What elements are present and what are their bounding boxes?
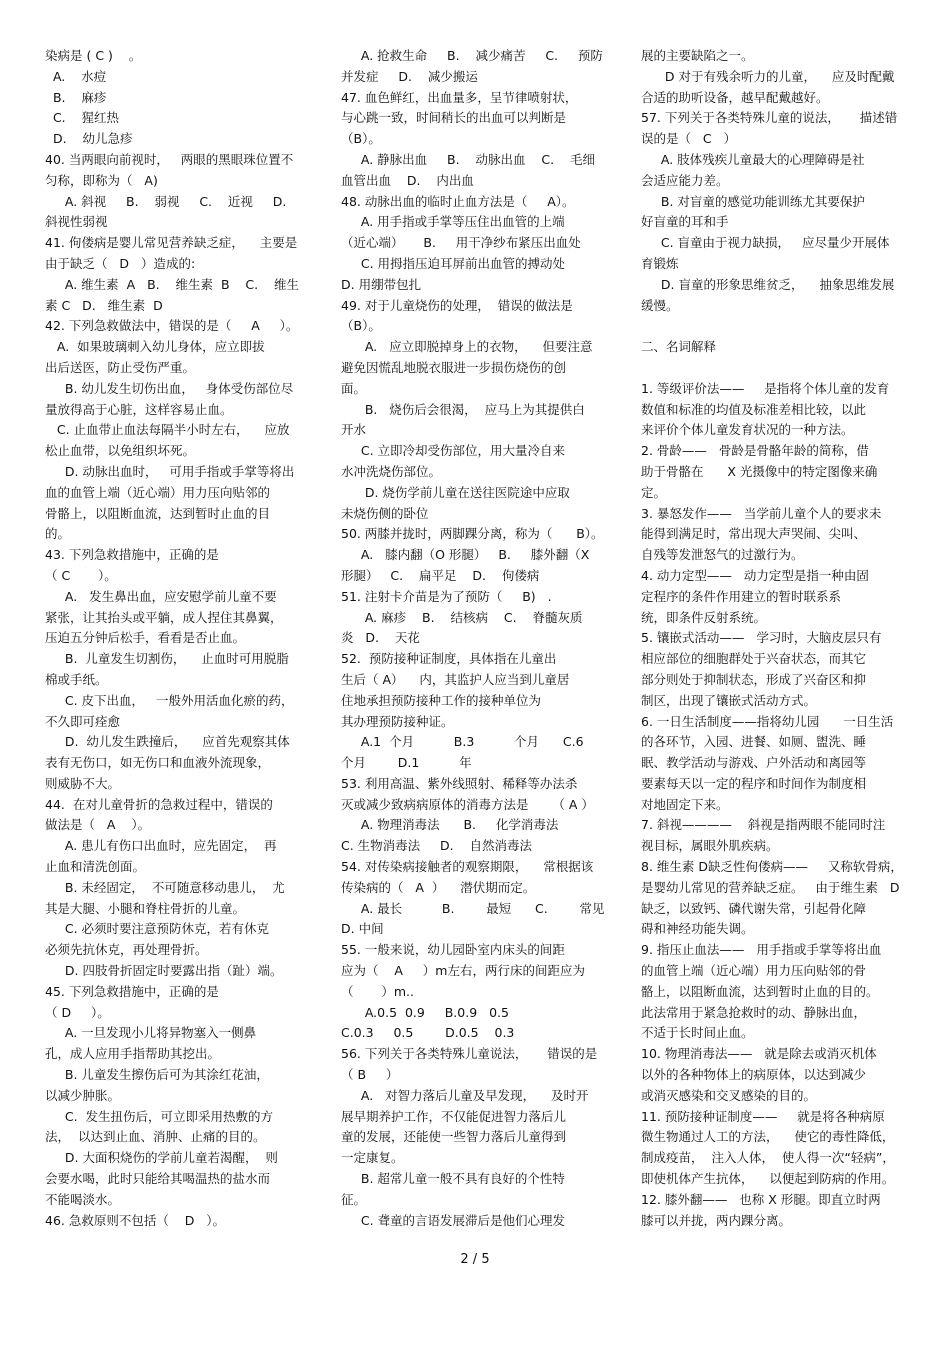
text-line: A. 用手指或手掌等压住出血管的上端 <box>341 214 565 230</box>
text-line: 面。 <box>341 380 367 396</box>
text-line: 会要水喝，此时只能给其喝温热的盐水而 <box>45 1171 271 1187</box>
text-line: 则威胁不大。 <box>45 775 121 791</box>
text-line: A.0.5 0.9 B.0.9 0.5 <box>341 1004 509 1020</box>
text-line: 3. 暴怒发作—— 当学前儿童个人的要求未 <box>641 505 882 521</box>
text-line: 传染病的（ A ） 潜伏期而定。 <box>341 879 536 895</box>
text-line: （ D ）。 <box>45 1004 110 1020</box>
text-line: B. 烧伤后会很渴， 应马上为其提供白 <box>341 401 585 417</box>
text-line: 45. 下列急救措施中，正确的是 <box>45 983 219 999</box>
text-line <box>641 316 909 337</box>
text-line: 微生物通过人工的方法， 使它的毒性降低， <box>641 1129 895 1145</box>
text-line: 由于缺乏（ D ）造成的: <box>45 255 196 271</box>
text-line: D. 幼儿发生跌撞后， 应首先观察其体 <box>45 734 290 750</box>
text-line: 开水 <box>341 422 367 438</box>
text-line: 匀称，即称为（ A) <box>45 172 158 188</box>
text-line: 生后（ A） 内，其监护人应当到儿童居 <box>341 671 570 687</box>
text-line: 此法常用于紧急抢救时的动、静脉出血， <box>641 1004 867 1020</box>
text-line: 骨骼上，以阻断血流，达到暂时止血的目 <box>45 505 271 521</box>
text-line: 8. 维生素 D缺乏性佝偻病—— 又称软骨病， <box>641 859 903 875</box>
text-line: 10. 物理消毒法—— 就是除去或消灭机体 <box>641 1046 877 1062</box>
text-line: 视目标，属眼外肌疾病。 <box>641 838 779 854</box>
text-line: D 对于有残余听力的儿童， 应及时配戴 <box>641 68 895 84</box>
text-line: A. 最长 B. 最短 C. 常见 <box>341 900 605 916</box>
text-line: C. 发生扭伤后，可立即采用热敷的方 <box>45 1108 274 1124</box>
text-line: 合适的助听设备，越早配戴越好。 <box>641 89 829 105</box>
text-line: B. 未经固定， 不可随意移动患儿， 尤 <box>45 879 285 895</box>
text-line: 不适于长时间止血。 <box>641 1025 754 1041</box>
text-column-left <box>45 46 313 1231</box>
text-line: 眠、教学活动与游戏、户外活动和离园等 <box>641 755 867 771</box>
text-line: B. 儿童发生切割伤， 止血时可用脱脂 <box>45 651 289 667</box>
text-line: 57. 下列关于各类特殊儿童的说法， 描述错 <box>641 110 898 126</box>
text-line: 相应部位的细胞群处于兴奋状态，而其它 <box>641 651 867 667</box>
text-line: A. 斜视 B. 弱视 C. 近视 D. <box>45 193 287 209</box>
text-line: D. 烧伤学前儿童在送往医院途中应取 <box>341 484 570 500</box>
text-line: 定。 <box>641 484 667 500</box>
text-line: A. 麻疹 B. 结核病 C. 脊髓灰质 <box>341 609 583 625</box>
text-line: 51. 注射卡介苗是为了预防（ B) . <box>341 588 552 604</box>
text-line: B. 对盲童的感觉功能训练尤其要保护 <box>641 193 865 209</box>
text-line: 其办理预防接种证。 <box>341 713 454 729</box>
text-line: 法， 以达到止血、消肿、止痛的目的。 <box>45 1129 266 1145</box>
text-line: A. 抢救生命 B. 减少痛苦 C. 预防 <box>341 48 603 63</box>
text-line: 以减少肿胀。 <box>45 1087 121 1103</box>
text-line: 9. 指压止血法—— 用手指或手掌等将出血 <box>641 942 882 958</box>
text-line: 12. 膝外翻—— 也称 X 形腿。即直立时两 <box>641 1191 881 1207</box>
text-line: 49. 对于儿童烧伤的处理， 错误的做法是 <box>341 297 573 313</box>
text-line: 能得到满足时，常出现大声哭闹、尖叫、 <box>641 526 867 542</box>
text-line: 1. 等级评价法—— 是指将个体儿童的发育 <box>641 380 890 396</box>
text-line: 不能喝淡水。 <box>45 1191 121 1207</box>
text-line: （ C ）。 <box>45 567 117 583</box>
text-line: D. 中间 <box>341 921 384 937</box>
text-line: 的血管上端（近心端）用力压向贴邻的骨 <box>641 963 867 979</box>
text-line: B. 幼儿发生切伤出血， 身体受伤部位尽 <box>45 380 294 396</box>
text-line: （B）。 <box>341 318 381 334</box>
text-line: 展的主要缺陷之一。 <box>641 48 754 63</box>
text-line: 是婴幼儿常见的营养缺乏症。 由于维生素 D <box>641 879 900 895</box>
text-line: （近心端） B. 用干净纱布紧压出血处 <box>341 235 581 251</box>
text-line: A. 静脉出血 B. 动脉出血 C. 毛细 <box>341 151 595 167</box>
text-line: C. 止血带止血法每隔半小时左右， 应放 <box>45 422 290 438</box>
text-line: 6. 一日生活制度——指将幼儿园 一日生活 <box>641 713 894 729</box>
text-line: 育锻炼 <box>641 255 679 271</box>
text-line: 50. 两膝并拢时，两脚踝分离，称为（ B）。 <box>341 526 604 542</box>
text-line: C. 盲童由于视力缺损， 应尽量少开展体 <box>641 235 890 251</box>
text-line: A. 维生素 A B. 维生素 B C. 维生 <box>45 276 300 292</box>
text-line: 的各环节，入园、进餐、如厕、盥洗、睡 <box>641 734 867 750</box>
text-line: 避免因慌乱地脱衣服进一步损伤烧伤的创 <box>341 359 567 375</box>
text-line: 2. 骨龄—— 骨龄是骨骼年龄的简称，借 <box>641 443 869 459</box>
text-line: 骼上，以阻断血流，达到暂时止血的目的。 <box>641 983 879 999</box>
text-line: A. 患儿有伤口出血时，应先固定， 再 <box>45 838 277 854</box>
text-line: 要素每天以一定的程序和时间作为制度相 <box>641 775 867 791</box>
text-line: 56. 下列关于各类特殊儿童说法， 错误的是 <box>341 1046 598 1062</box>
text-line: 一定康复。 <box>341 1150 404 1166</box>
text-line: 做法是（ A ）。 <box>45 817 151 833</box>
text-line: 压迫五分钟后松手，看看是否止血。 <box>45 630 246 646</box>
text-line: 40. 当两眼向前视时， 两眼的黑眼珠位置不 <box>45 151 294 167</box>
text-line: C. 用拇指压迫耳屏前出血管的搏动处 <box>341 255 566 271</box>
text-line: C. 生物消毒法 D. 自然消毒法 <box>341 838 533 854</box>
text-column-middle <box>341 46 609 1231</box>
text-line: 会适应能力差。 <box>641 172 729 188</box>
text-line: 碍和神经功能失调。 <box>641 921 754 937</box>
text-line: 并发症 D. 减少搬运 <box>341 68 478 84</box>
text-line: 助于骨骼在 X 光摄像中的特定图像来确 <box>641 463 878 479</box>
text-line: 个月 D.1 年 <box>341 755 472 771</box>
text-line <box>641 358 909 379</box>
text-line: 炎 D. 天花 <box>341 630 420 646</box>
text-line: D. 幼儿急疹 <box>45 131 133 147</box>
text-line: A.1 个月 B.3 个月 C.6 <box>341 734 584 750</box>
text-line: 53. 利用高温、紫外线照射、稀释等办法杀 <box>341 775 578 791</box>
text-line: A. 肢体残疾儿童最大的心理障碍是社 <box>641 151 865 167</box>
text-line: 54. 对传染病接触者的观察期限， 常根据该 <box>341 859 594 875</box>
text-line: 出后送医，防止受伤严重。 <box>45 359 196 375</box>
text-line: 止血和清洗创面。 <box>45 859 146 875</box>
text-line: 血的血管上端（近心端）用力压向贴邻的 <box>45 484 271 500</box>
text-line: 误的是（ C ） <box>641 131 737 147</box>
text-line: 素 C D. 维生素 D <box>45 297 163 313</box>
text-line: 紧张，让其抬头或平躺，成人捏住其鼻翼， <box>45 609 283 625</box>
text-line: B. 儿童发生擦伤后可为其涂红花油， <box>45 1067 269 1083</box>
text-line: C. 立即冷却受伤部位，用大量冷自来 <box>341 443 566 459</box>
text-line: 或消灭感染和交叉感染的目的。 <box>641 1087 817 1103</box>
text-line: 制区，出现了镶嵌式活动方式。 <box>641 692 817 708</box>
text-line: 必须先抗休克，再处理骨折。 <box>45 942 208 958</box>
text-line: 征。 <box>341 1191 367 1207</box>
text-line: C. 必须时要注意预防休克，若有休克 <box>45 921 270 937</box>
text-line: 膝可以并拢，两内踝分离。 <box>641 1212 792 1228</box>
text-line: D. 盲童的形象思维贫乏， 抽象思维发展 <box>641 276 895 292</box>
text-line: 即使机体产生抗体， 以便起到防病的作用。 <box>641 1171 895 1187</box>
text-line: 47. 血色鲜红，出血量多，呈节律喷射状， <box>341 89 578 105</box>
text-line: 松止血带，以免组织坏死。 <box>45 443 196 459</box>
text-line: 来评价个体儿童发育状况的一种方法。 <box>641 422 854 438</box>
text-line: B. 麻疹 <box>45 89 107 105</box>
text-line: （ B ） <box>341 1067 399 1083</box>
text-line: 43. 下列急救措施中，正确的是 <box>45 547 219 563</box>
text-line: A. 如果玻璃刺入幼儿身体，应立即拔 <box>45 339 265 355</box>
text-line: 41. 佝偻病是婴儿常见营养缺乏症， 主要是 <box>45 235 298 251</box>
text-line: A. 一旦发现小儿将异物塞入一侧鼻 <box>45 1025 257 1041</box>
text-line: 童的发展，还能使一些智力落后儿童得到 <box>341 1129 567 1145</box>
text-line: D. 用绷带包扎 <box>341 276 422 292</box>
text-line: 数值和标准的均值及标准差相比较，以此 <box>641 401 867 417</box>
text-line: 血管出血 D. 内出血 <box>341 172 474 188</box>
text-line: 对地固定下来。 <box>641 796 729 812</box>
text-line: 棉或手纸。 <box>45 671 108 687</box>
text-line: 7. 斜视———— 斜视是指两眼不能同时注 <box>641 817 886 833</box>
text-line: 缓慢。 <box>641 297 679 313</box>
text-line: C. 聋童的言语发展滞后是他们心理发 <box>341 1212 566 1228</box>
text-line: 44. 在对儿童骨折的急救过程中，错误的 <box>45 796 273 812</box>
text-line: 自残等发泄怒气的过激行为。 <box>641 547 804 563</box>
text-line: 好盲童的耳和手 <box>641 214 729 230</box>
text-line: A. 应立即脱掉身上的衣物， 但要注意 <box>341 339 593 355</box>
text-line: A. 水痘 <box>45 68 107 84</box>
text-line: 以外的各种物体上的病原体，以达到减少 <box>641 1067 867 1083</box>
text-line: 其是大腿、小腿和脊柱骨折的儿童。 <box>45 900 246 916</box>
text-line: 统，即条件反射系统。 <box>641 609 767 625</box>
text-line: B. 超常儿童一般不具有良好的个性特 <box>341 1171 565 1187</box>
text-line: （ ）m.. <box>341 983 414 999</box>
text-line: C. 皮下出血， 一般外用活血化瘀的药， <box>45 692 294 708</box>
text-line: 4. 动力定型—— 动力定型是指一种由固 <box>641 567 869 583</box>
text-line: 表有无伤口，如无伤口和血液外流现象， <box>45 755 271 771</box>
text-line: 42. 下列急救做法中，错误的是（ A ）。 <box>45 318 299 334</box>
text-line: 5. 镶嵌式活动—— 学习时，大脑皮层只有 <box>641 630 882 646</box>
text-line: D. 四肢骨折固定时要露出指（趾）端。 <box>45 963 283 979</box>
text-line: 52. 预防接种证制度，具体指在儿童出 <box>341 651 557 667</box>
text-line: 的。 <box>45 526 71 542</box>
text-line: 55. 一般来说，幼儿园卧室内床头的间距 <box>341 942 565 958</box>
text-line: 缺乏，以致钙、磷代谢失常，引起骨化障 <box>641 900 867 916</box>
text-line: 水冲洗烧伤部位。 <box>341 463 442 479</box>
text-line: A. 对智力落后儿童及早发现， 及时开 <box>341 1087 589 1103</box>
text-line: 未烧伤侧的卧位 <box>341 505 429 521</box>
text-column-right <box>641 46 909 1231</box>
text-line: 染病是 ( C ) 。 <box>45 48 142 63</box>
text-line: 定程序的条件作用建立的暂时联系系 <box>641 588 842 604</box>
text-line: 与心跳一致，时间稍长的出血可以判断是 <box>341 110 567 126</box>
text-line: 量放得高于心脏，这样容易止血。 <box>45 401 233 417</box>
page-number: 2 / 5 <box>460 1252 490 1267</box>
text-line: （B）。 <box>341 131 381 147</box>
text-line: A. 物理消毒法 B. 化学消毒法 <box>341 817 559 833</box>
text-line: C.0.3 0.5 D.0.5 0.3 <box>341 1025 515 1041</box>
text-line: C. 猩红热 <box>45 110 120 126</box>
text-line: A. 发生鼻出血，应安慰学前儿童不要 <box>45 588 277 604</box>
text-line: 二、名词解释 <box>641 339 717 355</box>
text-line: 应为（ A ）m左右，两行床的间距应为 <box>341 963 585 979</box>
text-line: 48. 动脉出血的临时止血方法是（ A）。 <box>341 193 575 209</box>
text-line: 住地承担预防接种工作的接种单位为 <box>341 692 542 708</box>
text-line: 形腿） C. 扁平足 D. 佝偻病 <box>341 567 540 583</box>
text-line: 46. 急救原则不包括（ D ）。 <box>45 1212 226 1228</box>
text-line: 灭或减少致病病原体的消毒方法是 （ A ） <box>341 796 594 812</box>
text-line: 斜视性弱视 <box>45 214 108 230</box>
text-line: A. 膝内翻（O 形腿） B. 膝外翻（X <box>341 547 590 563</box>
text-line: D. 大面积烧伤的学前儿童若渴醒， 则 <box>45 1150 278 1166</box>
text-line: 部分则处于抑制状态，形成了兴奋区和抑 <box>641 671 867 687</box>
text-line: 展早期养护工作，不仅能促进智力落后儿 <box>341 1108 567 1124</box>
text-line: 11. 预防接种证制度—— 就是将各种病原 <box>641 1108 885 1124</box>
text-line: 孔，成人应用手指帮助其挖出。 <box>45 1046 221 1062</box>
text-line: 不久即可痊愈 <box>45 713 121 729</box>
text-line: 制成疫苗， 注入人体， 使人得一次“轻病”， <box>641 1150 895 1166</box>
text-line: D. 动脉出血时， 可用手指或手掌等将出 <box>45 463 295 479</box>
